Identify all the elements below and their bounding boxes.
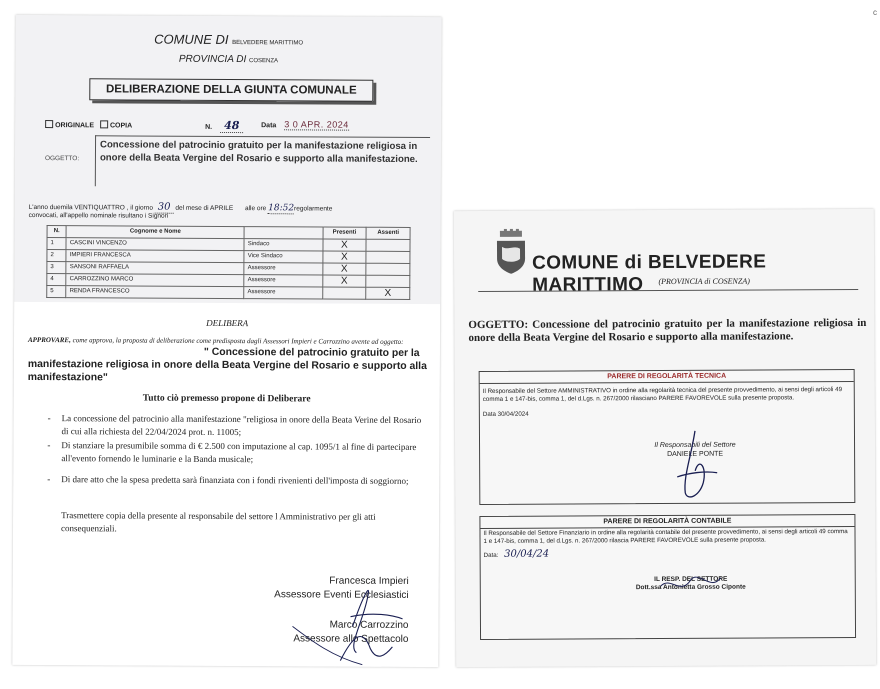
table-row: 1 CASCINI VINCENZO Sindaco X <box>47 237 410 251</box>
technical-opinion-panel <box>479 369 856 505</box>
bullet-dash: - <box>47 440 51 451</box>
comune-heading: COMUNE di BELVEDERE MARITTIMO <box>532 251 767 296</box>
bullet-dash: - <box>47 413 51 424</box>
intro-line: L'anno duemila VENTIQUATTRO , il giorno 30 del mese di APRILE alle ore 18:52regolarmente <box>28 201 333 214</box>
accounting-opinion-date: Data: 30/04/24 <box>483 548 550 560</box>
table-header-row: N. Cognome e Nome Presenti Assenti <box>47 226 410 239</box>
handwritten-signatures <box>252 556 423 667</box>
number-field: N. 48 <box>205 119 243 132</box>
signer-2-name: Marco Carrozzino <box>329 619 409 631</box>
copy-checkbox <box>100 120 108 128</box>
signer-1-role: Assessore Eventi Ecclesiastici <box>274 589 409 601</box>
technical-opinion-title: PARERE DI REGOLARITÀ TECNICA <box>480 370 854 384</box>
members-table <box>46 225 410 299</box>
comune-heading: COMUNE DI BELVEDERE MARITTIMO <box>154 31 304 48</box>
approve-subject: " Concessione del patrocinio gratuito per la manifestazione religiosa in onore della Beata Vergine del Rosario e supporto alla manifestazione" <box>27 346 427 384</box>
signer-1-name: Francesca Impieri <box>329 575 409 587</box>
technical-opinion-date: Data 30/04/2024 <box>482 410 529 418</box>
bullet-item-3: Di dare atto che la spesa predetta sarà finanziata con i fondi rivenienti dell'imposta di soggiorno; <box>61 474 409 486</box>
transmit-paragraph: Trasmettere copia della presente al responsabile del settore l Amministrativo per gli atti consequenziali. <box>60 510 376 534</box>
accounting-opinion-title: PARERE DI REGOLARITÀ CONTABILE <box>480 515 854 529</box>
bullet-item-2: Di stanziare la presumibile somma di € 2.500 con imputazione al cap. 1095/1 al fine di partecipare all'evento fornendo le luminarie e la Banda musicale; <box>61 440 417 465</box>
bullet-dash: - <box>47 474 51 485</box>
approve-paragraph: APPROVARE, come approva, la proposta di deliberazione come predisposta dagli Assessori Impieri e Carrozzino avente ad oggetto: <box>27 335 404 346</box>
technical-signer: Il Responsabili del Settore DANIELE PONTE <box>654 441 736 458</box>
table-row: 3 SANSONI RAFFAELA Assessore X <box>47 261 410 275</box>
table-row: 2 IMPIERI FRANCESCA Vice Sindaco X <box>47 249 410 263</box>
subject-paragraph: OGGETTO: Concessione del patrocinio gratuito per la manifestazione religiosa in onore della Beata Vergine del Rosario e supporto alla manifestazione. <box>468 316 867 345</box>
opinion-page <box>454 209 876 667</box>
edge-mark: c <box>873 8 877 17</box>
provincia-heading: PROVINCIA DI COSENZA <box>178 53 279 66</box>
table-row: 5 RENDA FRANCESCO Assessore X <box>47 285 410 299</box>
delibera-heading: DELIBERA <box>206 317 249 329</box>
date-field: Data 3 0 APR. 2024 <box>261 119 349 130</box>
original-checkbox-row: ORIGINALE COPIA <box>45 120 132 129</box>
provincia-heading: (PROVINCIA di COSENZA) <box>658 276 750 287</box>
technical-opinion-body: Il Responsabile del Settore AMMINISTRATIVO in ordine alla regolarità tecnica del presente provvedimento, ai sensi degli articoli 49 comma 1 e 147-bis, comma 1, del d.Lgs. n. 267/2000 rilasciano PARERE FAVOREVOLE sulla presente proposta. <box>482 386 843 403</box>
signer-2-role: Assessore allo Spettacolo <box>293 633 409 645</box>
premesso-heading: Tutto ciò premesso propone di Deliberare <box>142 393 311 405</box>
bullet-item-1: La concessione del patrocinio alla manifestazione "religiosa in onore della Beata Verine del Rosario di cui alla richiesta del 22/04/2024 prot. n. 11005; <box>61 413 422 438</box>
deliberation-title: DELIBERAZIONE DELLA GIUNTA COMUNALE <box>89 78 373 101</box>
intro-line-2: convocati, all'appello nominale risultano i Signori <box>28 211 169 220</box>
deliberation-page <box>12 15 441 667</box>
table-row: 4 CARROZZINO MARCO Assessore X <box>47 273 410 287</box>
subject-label: OGGETTO: <box>44 155 80 163</box>
original-checkbox <box>45 120 53 128</box>
accounting-opinion-body: Il Responsabile del Settore Finanziario in ordine alla regolarità contabile del presente provvedimento, ai sensi degli articoli 49 comma 1 e 147-bis, comma 1, del d.Lgs. n. 267/2000 rilascia PARERE FAVOREVOLE sulla presente proposta. <box>483 528 848 545</box>
technical-signature <box>665 427 725 503</box>
accounting-opinion-panel <box>479 514 856 640</box>
accounting-signer: IL RESP. DEL SETTORE Dott.ssa Antonietta Grosso Ciponte <box>635 575 746 592</box>
accounting-signature <box>651 566 731 606</box>
municipal-crest-icon <box>494 229 528 275</box>
subject-box: Concessione del patrocinio gratuito per la manifestazione religiosa in onore della Beata Vergine del Rosario e supporto alla manifestazione. <box>95 135 430 188</box>
